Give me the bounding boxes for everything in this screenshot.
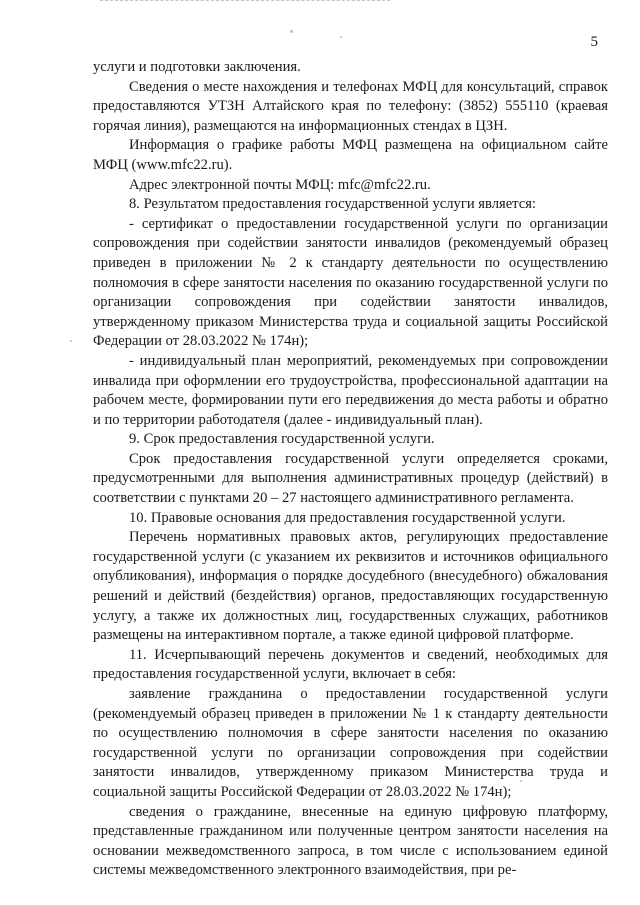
paragraph: Срок предоставления государственной услуги определяется сроками, предусмотренными для выполнения административных процедур (действий) в соответствии с пунктами 20 – 27 настоящего административного регламента. [93, 450, 608, 507]
page-number: 5 [590, 34, 598, 50]
scan-speck [290, 30, 293, 33]
scan-speck [520, 780, 522, 782]
scan-artifact-top [100, 0, 390, 4]
scan-speck [340, 36, 342, 38]
scan-speck [70, 340, 72, 342]
paragraph: Адрес электронной почты МФЦ: mfc@mfc22.ru. [129, 176, 431, 193]
paragraph: 10. Правовые основания для предоставления государственной услуги. [129, 509, 566, 526]
paragraph: - сертификат о предоставлении государственной услуги по организации сопровождения при содействии занятости инвалидов (рекомендуемый образец приведен в приложении № 2 к стандарту деятельности по осуществлению полномочия в сфере занятости населения по оказанию государственной услуги по организации сопровождения при содействии занятости инвалидов, утвержденному приказом Министерства труда и социальной защиты Российской Федерации от 28.03.2022 № 174н); [93, 215, 608, 350]
paragraph: 11. Исчерпывающий перечень документов и сведений, необходимых для предоставления государственной услуги, включает в себя: [93, 646, 608, 683]
paragraph: 8. Результатом предоставления государственной услуги является: [129, 196, 536, 213]
paragraph: Сведения о месте нахождения и телефонах МФЦ для консультаций, справок предоставляются УТЗН Алтайского края по телефону: (3852) 555110 (краевая горячая линия), размещаются на информационных стендах в ЦЗН. [93, 78, 608, 134]
document-body [93, 58, 608, 881]
paragraph: сведения о гражданине, внесенные на единую цифровую платформу, представленные гражданином или полученные центром занятости населения на основании межведомственного запроса, в том числе с использованием единой системы межведомственного электронного взаимодействия, при ре- [93, 803, 608, 879]
paragraph: услуги и подготовки заключения. [93, 59, 301, 75]
paragraph: Перечень нормативных правовых актов, регулирующих предоставление государственной услуги (с указанием их реквизитов и источников официального опубликования), информация о порядке досудебного (внесудебного) обжалования решений и действий (бездействия) органов, предоставляющих государственную услугу, а также их должностных лиц, государственных служащих, работников размещены на интерактивном портале, а также единой цифровой платформе. [93, 529, 608, 644]
paragraph: - индивидуальный план мероприятий, рекомендуемых при сопровождении инвалида при оформлении его трудоустройства, профессиональной адаптации на рабочем месте, формировании пути его передвижения до места работы и обратно и по территории работодателя (далее - индивидуальный план). [93, 352, 608, 428]
paragraph: заявление гражданина о предоставлении государственной услуги (рекомендуемый образец приведен в приложении № 1 к стандарту деятельности по осуществлению полномочия в сфере занятости населения по оказанию государственной услуги по организации сопровождения при содействии занятости инвалидов, утвержденному приказом Министерства труда и социальной защиты Российской Федерации от 28.03.2022 № 174н); [93, 686, 608, 800]
paragraph: Информация о графике работы МФЦ размещена на официальном сайте МФЦ (www.mfc22.ru). [93, 137, 608, 173]
paragraph: 9. Срок предоставления государственной услуги. [129, 431, 435, 448]
